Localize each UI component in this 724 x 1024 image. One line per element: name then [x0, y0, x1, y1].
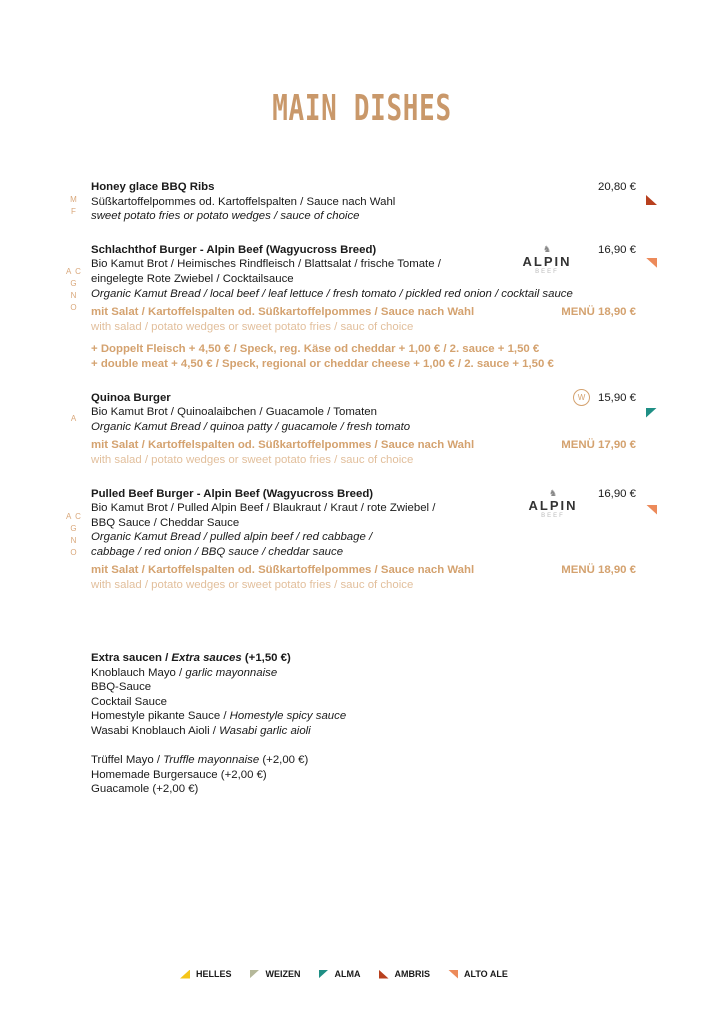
extras-de: + Doppelt Fleisch + 4,50 € / Speck, reg. Käse od cheddar + 1,00 € / 2. sauce + 1,50 € [91, 343, 540, 356]
dish-description: Bio Kamut Brot / Pulled Alpin Beef / Blaukraut / Kraut / rote Zwiebel / [91, 502, 436, 515]
dish-description: eingelegte Rote Zwiebel / Cocktailsauce [91, 272, 294, 285]
dish-price: 16,90 € [597, 243, 636, 256]
sauce-de: Cocktail Sauce [91, 695, 167, 708]
allergen-codes: M F [70, 195, 78, 216]
sauce-price: (+2,00 €) [259, 754, 309, 767]
sauces-heading [91, 651, 346, 666]
menu-option-de: mit Salat / Kartoffelspalten od. Süßkartoffelpommes / Sauce nach Wahl [91, 306, 475, 319]
heading-price: (+1,50 €) [241, 652, 291, 664]
menu-option [91, 563, 636, 578]
logo-text: ALPIN [528, 497, 578, 513]
sauce-item [91, 724, 346, 739]
sauce-de: Homestyle pikante Sauce / [91, 710, 230, 723]
menu-option-de: mit Salat / Kartoffelspalten od. Süßkartoffelpommes / Sauce nach Wahl [91, 439, 475, 452]
sauce-en: garlic mayonnaise [185, 666, 278, 679]
premium-sauce-item [91, 753, 346, 768]
alma-beer-icon [646, 408, 657, 418]
legend-label: ALTO ALE [464, 969, 508, 979]
sauce-de: Guacamole (+2,00 €) [91, 783, 199, 796]
legend-label: ALMA [334, 969, 361, 979]
dish-name: Schlachthof Burger - Alpin Beef (Wagyucross Breed) [91, 243, 377, 256]
sauce-de: Homemade Burgersauce (+2,00 €) [91, 768, 267, 781]
dish-schlachthof-burger [66, 243, 636, 372]
dish-description: Bio Kamut Brot / Heimisches Rindfleisch / Blattsalat / frische Tomate / [91, 258, 441, 271]
sauce-de: Wasabi Knoblauch Aioli / [91, 724, 220, 737]
dish-price: 16,90 € [597, 487, 636, 500]
menu-option [91, 305, 636, 320]
legend-weizen [250, 969, 301, 979]
alto-ale-beer-icon [646, 505, 657, 515]
dish-honey-glace-bbq-ribs [70, 180, 636, 224]
allergen-codes: A C G N O [66, 266, 82, 312]
dish-name: Pulled Beef Burger - Alpin Beef (Wagyucross Breed) [91, 487, 374, 500]
premium-sauce-item [91, 768, 346, 783]
legend-alto-ale [448, 969, 508, 979]
dish-description: Bio Kamut Brot / Quinoalaibchen / Guacamole / Tomaten [91, 406, 377, 419]
logo-text: ALPIN [522, 253, 572, 269]
sauce-en: Homestyle spicy sauce [229, 710, 347, 723]
dish-list [66, 180, 636, 612]
sauce-item [91, 666, 346, 681]
dish-description-en: Organic Kamut Bread / local beef / leaf lettuce / fresh tomato / pickled red onion / cocktail sauce [91, 287, 573, 300]
legend-alma [319, 969, 361, 979]
dish-description-en: Organic Kamut Bread / quinoa patty / guacamole / fresh tomato [91, 420, 411, 433]
legend-ambris [379, 969, 431, 979]
ambris-icon [379, 970, 389, 979]
menu-option-de: mit Salat / Kartoffelspalten od. Süßkartoffelpommes / Sauce nach Wahl [91, 564, 475, 577]
legend-label: AMBRIS [394, 969, 431, 979]
dish-description: Süßkartoffelpommes od. Kartoffelspalten / Sauce nach Wahl [91, 195, 396, 208]
sauce-item [91, 695, 346, 710]
legend-label: HELLES [196, 969, 232, 979]
alto-ale-beer-icon [646, 258, 657, 268]
allergen-codes: A C G N O [66, 511, 82, 557]
menu-option-en: with salad / potato wedges or sweet potato fries / sauc of choice [91, 579, 414, 592]
dish-pulled-beef-burger [66, 487, 636, 593]
allergen-codes: A [70, 413, 78, 423]
menu-price: MENÜ 18,90 € [561, 306, 636, 319]
heading-en: Extra sauces [171, 652, 242, 664]
goat-icon: ♞ [542, 243, 552, 254]
ambris-beer-icon [646, 195, 657, 205]
menu-price: MENÜ 18,90 € [561, 564, 636, 577]
dish-description-en: sweet potato fries or potato wedges / sauce of choice [91, 210, 360, 223]
dish-description-en: Organic Kamut Bread / pulled alpin beef / red cabbage / [91, 531, 373, 544]
dish-description-en: cabbage / red onion / BBQ sauce / cheddar sauce [91, 545, 344, 558]
logo-subtext: BEEF [535, 268, 559, 275]
dish-name: Quinoa Burger [91, 391, 171, 404]
menu-option-en: with salad / potato wedges or sweet potato fries / sauc of choice [91, 320, 414, 333]
dish-price: 20,80 € [597, 181, 636, 193]
weizen-badge-icon: W [573, 389, 590, 406]
sauce-en: Wasabi garlic aioli [219, 724, 311, 737]
alto-ale-icon [448, 970, 458, 979]
alma-icon [319, 970, 329, 979]
dish-name: Honey glace BBQ Ribs [91, 181, 215, 193]
sauce-de: Knoblauch Mayo / [91, 666, 186, 679]
helles-icon [180, 970, 190, 979]
alpin-beef-logo [523, 487, 583, 520]
logo-subtext: BEEF [541, 512, 565, 519]
dish-quinoa-burger [70, 391, 636, 468]
dish-price: 15,90 € [597, 391, 636, 404]
extra-sauces [91, 651, 346, 797]
extras-en: + double meat + 4,50 € / Speck, regional or cheddar cheese + 1,00 € / 2. sauce + 1,50 € [91, 357, 554, 370]
legend-label: WEIZEN [265, 969, 301, 979]
sauce-de: Trüffel Mayo / [91, 754, 164, 767]
goat-icon: ♞ [548, 487, 558, 498]
beer-legend [180, 969, 526, 979]
page-title: MAIN DISHES [272, 88, 452, 129]
sauce-item [91, 680, 346, 695]
premium-sauce-item [91, 782, 346, 797]
menu-option-en: with salad / potato wedges or sweet potato fries / sauc of choice [91, 453, 414, 466]
sauce-de: BBQ-Sauce [91, 681, 152, 694]
extras [91, 342, 636, 371]
weizen-icon [250, 970, 260, 979]
sauce-item [91, 709, 346, 724]
legend-helles [180, 969, 232, 979]
heading-de: Extra saucen / [91, 652, 172, 664]
menu-option [91, 438, 636, 453]
menu-price: MENÜ 17,90 € [561, 439, 636, 452]
alpin-beef-logo [517, 243, 577, 276]
sauce-en: Truffle mayonnaise [163, 754, 260, 767]
dish-description: BBQ Sauce / Cheddar Sauce [91, 516, 240, 529]
